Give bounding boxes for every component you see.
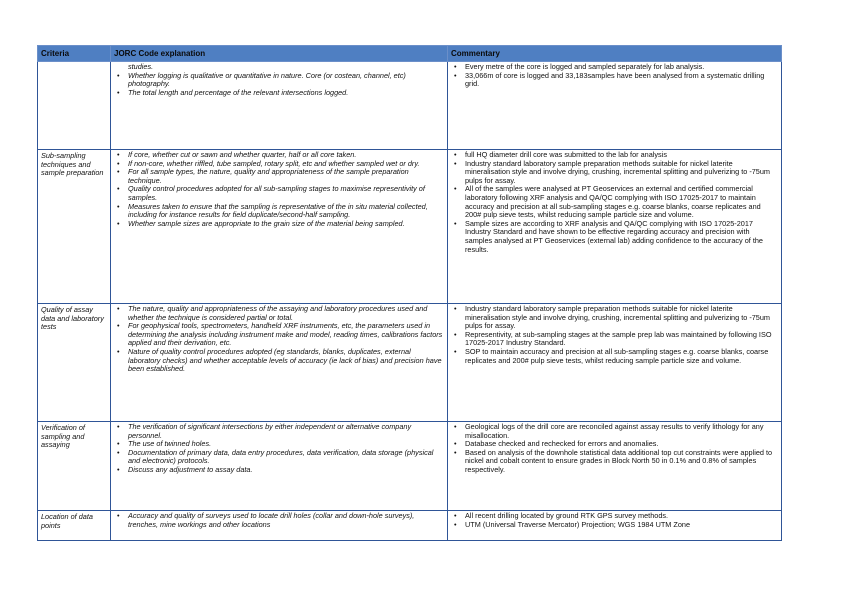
table-row (38, 62, 782, 150)
criteria-cell: Verification of sampling and assaying (38, 422, 111, 511)
explanation-bullet (114, 512, 444, 529)
explanation-text: The verification of significant intersections by either independent or alternative company personnel. (128, 422, 412, 440)
explanation-text: Accuracy and quality of surveys used to locate drill holes (collar and down-hole surveys), trenches, mine workings and other locations (128, 511, 415, 529)
explanation-bullet (114, 72, 444, 89)
commentary-bullet (451, 185, 778, 219)
explanation-text: Whether logging is qualitative or quantitative in nature. Core (or costean, channel, etc) photography. (128, 70, 406, 89)
explanation-list (114, 151, 444, 228)
table-row (38, 304, 782, 422)
jorc-table (37, 45, 782, 541)
explanation-bullet (114, 168, 444, 185)
commentary-text: 33,066m of core is logged and 33,183samples have been analysed from a systematic drilling grid. (465, 70, 765, 89)
explanation-cell (111, 62, 448, 150)
commentary-text: full HQ diameter drill core was submitted to the lab for analysis (465, 150, 667, 159)
explanation-text: Quality control procedures adopted for all sub-sampling stages to maximise representivity of samples. (128, 184, 425, 202)
commentary-bullet (451, 331, 778, 348)
commentary-text: Geological logs of the drill core are reconciled against assay results to verify lithology for any misallocation. (465, 422, 764, 440)
commentary-cell (448, 62, 782, 150)
explanation-bullet (114, 449, 444, 466)
commentary-text: Database checked and rechecked for errors and anomalies. (465, 439, 659, 449)
commentary-text: Every metre of the core is logged and sampled separately for lab analysis. (465, 62, 705, 71)
explanation-cell (111, 150, 448, 304)
criteria-cell (38, 62, 111, 150)
header-commentary: Commentary (448, 46, 782, 62)
commentary-cell (448, 304, 782, 422)
explanation-bullet (114, 348, 444, 374)
explanation-text: If non-core, whether riffled, tube sampled, rotary split, etc and whether sampled wet or dry. (128, 158, 420, 168)
table-row (38, 422, 782, 511)
commentary-text: Sample sizes are according to XRF analysis and QA/QC complying with ISO 17025-2017 Industry Standard and have shown to be effective regarding accuracy and precision with samples analysed at PT Geoservices (external lab) adding confidence to the accuracy of the results. (465, 218, 763, 254)
commentary-bullet (451, 160, 778, 186)
explanation-bullet (114, 423, 444, 440)
commentary-text: All recent drilling located by ground RTK GPS survey methods. (465, 511, 669, 520)
commentary-list (451, 512, 778, 529)
explanation-text: If core, whether cut or sawn and whether quarter, half or all core taken. (128, 150, 357, 159)
explanation-text: Documentation of primary data, data entry procedures, data verification, data storage (physical and electronic) protocols. (128, 447, 434, 466)
explanation-text: The use of twinned holes. (128, 439, 212, 449)
commentary-bullet (451, 305, 778, 331)
explanation-text: studies. (128, 62, 154, 71)
explanation-text: The nature, quality and appropriateness of the assaying and laboratory procedures used and whether the technique is considered partial or total. (128, 304, 428, 322)
commentary-text: Industry standard laboratory sample preparation methods suitable for nickel laterite mineralisation style and involve drying, crushing, incremental splitting and pulverizing to -75um pulps for assay. (465, 304, 771, 331)
explanation-text: For geophysical tools, spectrometers, handheld XRF instruments, etc, the parameters used in determining the analysis including instrument make and model, reading times, calibrations factors applied and their derivation, etc. (128, 321, 443, 348)
commentary-cell (448, 511, 782, 541)
explanation-bullet (114, 305, 444, 322)
explanation-bullet (114, 322, 444, 348)
commentary-cell (448, 422, 782, 511)
explanation-bullet (114, 185, 444, 202)
commentary-bullet (451, 423, 778, 440)
commentary-text: All of the samples were analysed at PT Geoservices an external and certified commercial laboratory following XRF analysis and QA/QC complying with ISO 17025-2017 to maintain accuracy and precision at all sub-sampling stages e.g. coarse blanks, coarse replicates and 200# pulp sieve tests, whilst reducing sample particle size and volume. (465, 184, 761, 220)
explanation-cell (111, 304, 448, 422)
commentary-bullet (451, 449, 778, 475)
commentary-bullet (451, 521, 778, 530)
commentary-list (451, 63, 778, 89)
table-row (38, 150, 782, 304)
commentary-text: SOP to maintain accuracy and precision at all sub-sampling stages e.g. coarse blanks, coarse replicates and 200# pulp sieve tests, whilst reducing sample particle size and volume. (465, 346, 769, 365)
document-page (37, 45, 781, 541)
explanation-text: Discuss any adjustment to assay data. (128, 464, 253, 474)
header-jorc-explanation: JORC Code explanation (111, 46, 448, 62)
explanation-bullet (114, 220, 444, 229)
commentary-bullet (451, 72, 778, 89)
explanation-bullet (114, 203, 444, 220)
criteria-cell: Quality of assay data and laboratory tests (38, 304, 111, 422)
explanation-bullet (114, 89, 444, 98)
explanation-text: For all sample types, the nature, quality and appropriateness of the sample preparation technique. (128, 167, 409, 185)
commentary-text: Based on analysis of the downhole statistical data additional top cut constraints were applied to nickel and cobalt content to ensure grades in Block North 50 in 0.1% and 0.8% of samples respectively. (465, 447, 773, 474)
explanation-list (114, 423, 444, 475)
explanation-text: The total length and percentage of the relevant intersections logged. (128, 87, 349, 97)
commentary-cell (448, 150, 782, 304)
explanation-bullet (114, 466, 444, 475)
header-criteria: Criteria (38, 46, 111, 62)
commentary-bullet (451, 348, 778, 365)
table-row (38, 511, 782, 541)
commentary-list (451, 305, 778, 365)
commentary-bullet (451, 220, 778, 254)
criteria-cell: Sub-sampling techniques and sample preparation (38, 150, 111, 304)
table-header-row (38, 46, 782, 62)
explanation-text: Nature of quality control procedures adopted (eg standards, blanks, duplicates, external laboratory checks) and whether acceptable levels of accuracy (ie lack of bias) and precision have been established. (128, 346, 442, 374)
commentary-text: Representivity, at sub-sampling stages at the sample prep lab was maintained by following ISO 17025-2017 Industry Standard. (465, 329, 772, 348)
explanation-text: Whether sample sizes are appropriate to the grain size of the material being sampled. (128, 218, 405, 228)
commentary-list (451, 423, 778, 475)
commentary-text: UTM (Universal Traverse Mercator) Projection; WGS 1984 UTM Zone (465, 519, 691, 529)
criteria-cell: Location of data points (38, 511, 111, 541)
explanation-cell (111, 422, 448, 511)
commentary-text: Industry standard laboratory sample preparation methods suitable for nickel laterite mineralisation style and involve drying, crushing, incremental splitting and pulverizing to -75um pulps for assay. (465, 158, 771, 185)
explanation-text: Measures taken to ensure that the sampling is representative of the in situ material collected, including for instance results for field duplicate/second-half sampling. (128, 201, 428, 220)
explanation-cell (111, 511, 448, 541)
explanation-list (114, 512, 444, 529)
explanation-list (114, 305, 444, 374)
commentary-list (451, 151, 778, 254)
explanation-list (114, 63, 444, 97)
